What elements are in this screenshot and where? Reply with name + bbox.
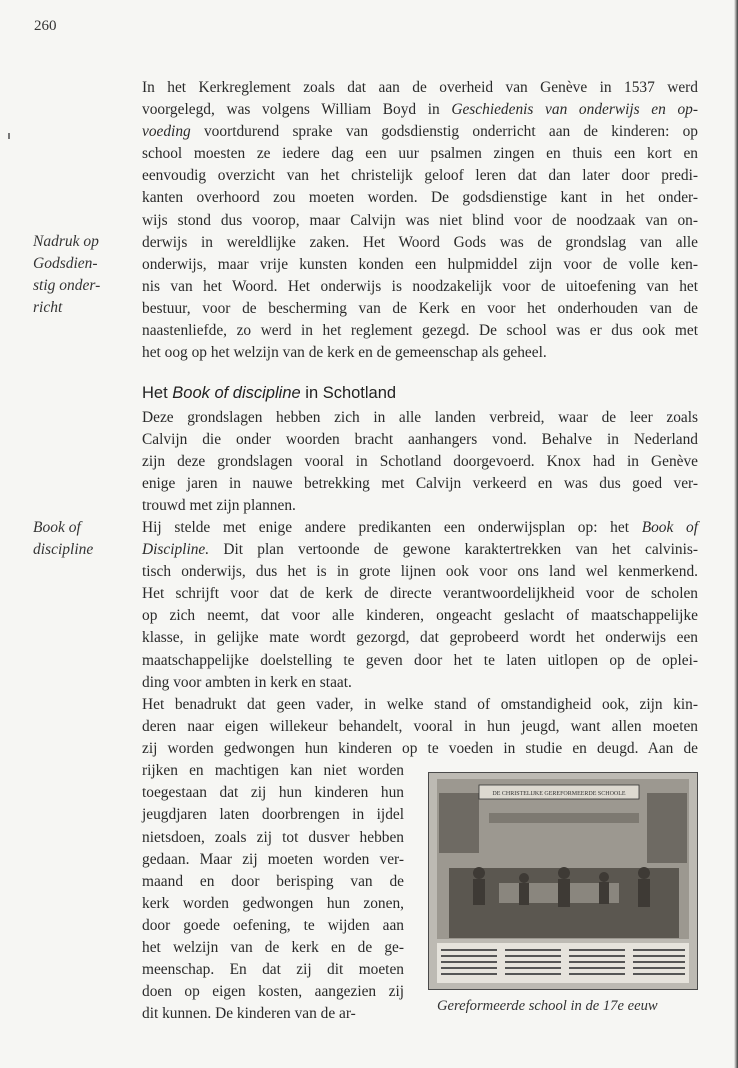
text-line — [142, 495, 698, 517]
text-line — [142, 959, 404, 981]
text-line — [142, 561, 698, 583]
heading-suffix: in Schotland — [300, 384, 397, 402]
text-run: voortdurend sprake van godsdienstig onderricht aan de kinderen: op — [190, 123, 698, 141]
text-line — [142, 937, 404, 959]
text-line — [142, 871, 404, 893]
text-run: zijn deze grondslagen vooral in Schotland doorgevoerd. Knox had in Genève — [142, 453, 698, 471]
text-line — [142, 583, 698, 605]
margin-note-line: stig onder- — [33, 277, 101, 294]
text-line — [142, 99, 698, 121]
text-run: Deze grondslagen hebben zich in alle landen verbreid, waar de leer zoals — [142, 409, 698, 426]
text-line — [142, 672, 698, 694]
italic-run: Book of — [641, 519, 698, 536]
text-run: eenvoudig overzicht van het christelijk geloof leren dat dan later door predi- — [142, 167, 698, 185]
text-run: ding voor ambten in kerk en staat. — [142, 673, 352, 691]
paragraph-kerkreglement — [142, 77, 698, 364]
edge-mark — [8, 133, 10, 139]
figure-caption: Gereformeerde school in de 17e eeuw — [437, 998, 658, 1014]
text-line — [142, 298, 698, 320]
text-run: tisch onderwijs, dus het is in grote lijnen ook voor ons land wel kenmerkend. — [142, 563, 698, 581]
text-line — [142, 121, 698, 143]
text-run: nietsdoen, zoals zij tot dusver hebben — [142, 828, 404, 846]
text-line — [142, 627, 698, 649]
text-run: onderwijs, maar vrije kunsten konden een hulpmiddel zijn voor de volle ken- — [142, 255, 698, 273]
text-line — [142, 782, 404, 804]
italic-run: Discipline. — [142, 541, 210, 559]
text-run: toegestaan dat zij hun kinderen hun — [142, 784, 404, 802]
text-run: door goede oefening, te wijden aan — [142, 916, 404, 934]
page-number: 260 — [34, 18, 57, 34]
text-run: derwijs in wereldlijke zaken. Het Woord Gods was de grondslag van alle — [142, 233, 698, 251]
text-line — [142, 210, 698, 232]
text-line — [142, 650, 698, 672]
engraving-banner-text: DE CHRISTELIJKE GEREFORMEERDE SCHOOLE — [492, 791, 626, 797]
paragraph-grondslagen — [142, 407, 698, 517]
text-run: Het benadrukt dat geen vader, in welke stand of omstandigheid ook, zijn kin- — [142, 696, 698, 713]
text-line — [142, 517, 698, 539]
text-line — [142, 694, 698, 716]
text-run: zij worden gedwongen hun kinderen op te voeden in studie en deugd. Aan de — [142, 740, 698, 758]
text-run: rijken en machtigen kan niet worden — [142, 762, 404, 780]
text-run: Hij stelde met enige andere predikanten een onderwijsplan op: het — [142, 519, 642, 536]
text-run: Het schrijft voor dat de kerk de directe verantwoordelijkheid voor de scholen — [142, 585, 698, 603]
text-run: het welzijn van de kerk en de ge- — [142, 939, 404, 957]
text-run: doen op eigen kosten, aangezien zij — [142, 983, 404, 1001]
text-line — [142, 1003, 404, 1025]
text-run: het oog op het welzijn van de kerk en de gemeenschap als geheel. — [142, 344, 547, 362]
text-run: school moesten ze iedere dag een uur psalmen zingen en thuis een kort en — [142, 145, 698, 163]
text-line — [142, 451, 698, 473]
text-run: enige jaren in nauwe betrekking met Calvijn verkeerd en was dus goed ver- — [142, 475, 698, 493]
text-line — [142, 342, 698, 364]
text-line — [142, 143, 698, 165]
text-run: wijs stond dus voorop, maar Calvijn was niet blind voor de noodzaak van on- — [142, 211, 698, 229]
text-line — [142, 605, 698, 627]
margin-note-line: Book of — [33, 519, 81, 536]
text-run: gedaan. Maar zij moeten worden ver- — [142, 850, 404, 868]
text-run: In het Kerkreglement zoals dat aan de overheid van Genève in 1537 werd — [142, 79, 698, 96]
italic-run: Geschiedenis van onderwijs en op- — [451, 101, 698, 119]
heading-italic-title: Book of discipline — [172, 384, 301, 402]
text-line — [142, 187, 698, 209]
text-line — [142, 539, 698, 561]
engraving-illustration — [429, 773, 697, 989]
text-run: klasse, in gelijke mate wordt gezorgd, dat geprobeerd wordt het onderwijs een — [142, 629, 698, 647]
text-run: dit kunnen. De kinderen van de ar- — [142, 1005, 356, 1023]
section-heading — [142, 384, 396, 403]
margin-note-line: discipline — [33, 541, 94, 558]
margin-note-line: richt — [33, 299, 63, 316]
margin-note-book-of-discipline — [33, 517, 133, 561]
school-engraving-figure — [428, 772, 698, 990]
paragraph-book-of-discipline — [142, 517, 698, 694]
text-run: nis van het Woord. Het onderwijs is noodzakelijk voor de uitoefening van het — [142, 277, 698, 295]
text-line — [142, 915, 404, 937]
text-run: deren naar eigen willekeur behandelt, vooral in hun jeugd, want allen moeten — [142, 718, 698, 736]
text-line — [142, 320, 698, 342]
text-line — [142, 232, 698, 254]
text-run: trouwd met zijn plannen. — [142, 497, 296, 515]
text-line — [142, 429, 698, 451]
text-line — [142, 473, 698, 495]
text-line — [142, 738, 698, 760]
text-run: Dit plan vertoonde de gewone karaktertrekken van het calvinis- — [209, 541, 698, 559]
text-line — [142, 716, 698, 738]
text-run: op zich neemt, dat voor alle kinderen, ongeacht geslacht of maatschappelijke — [142, 607, 698, 625]
text-line — [142, 77, 698, 99]
margin-note-line: Nadruk op — [33, 233, 99, 250]
text-run: naastenliefde, zo werd in het reglement gezegd. De school was er dus ook met — [142, 322, 698, 340]
text-line — [142, 893, 404, 915]
page-edge-shadow — [734, 0, 738, 1068]
text-line — [142, 165, 698, 187]
text-line — [142, 407, 698, 429]
text-line — [142, 827, 404, 849]
text-run: bestuur, voor de bescherming van de Kerk en voor het onderhouden van de — [142, 299, 698, 317]
text-run: kerk worden gedwongen hun zonen, — [142, 894, 404, 912]
text-run: voorgelegd, was volgens William Boyd in — [142, 101, 452, 119]
text-line — [142, 981, 404, 1003]
text-line — [142, 804, 404, 826]
text-run: meenschap. En dat zij dit moeten — [142, 961, 404, 979]
text-line — [142, 849, 404, 871]
text-line — [142, 760, 404, 782]
text-run: maand en door berisping van de — [142, 872, 404, 890]
text-line — [142, 254, 698, 276]
text-run: kanten overhoord zou moeten worden. De godsdienstige kant in het onder- — [142, 189, 698, 207]
text-run: maatschappelijke doelstelling te geven door het te laten uitlopen op de oplei- — [142, 651, 698, 669]
text-line — [142, 276, 698, 298]
margin-note-godsdienstig-onderricht — [33, 231, 133, 319]
text-run: Calvijn die onder woorden bracht aanhangers vond. Behalve in Nederland — [142, 431, 698, 449]
text-run: jeugdjaren laten doorbrengen in ijdel — [142, 806, 404, 824]
italic-run: voeding — [142, 123, 191, 141]
margin-note-line: Godsdien- — [33, 255, 98, 272]
heading-prefix: Het — [142, 384, 173, 402]
